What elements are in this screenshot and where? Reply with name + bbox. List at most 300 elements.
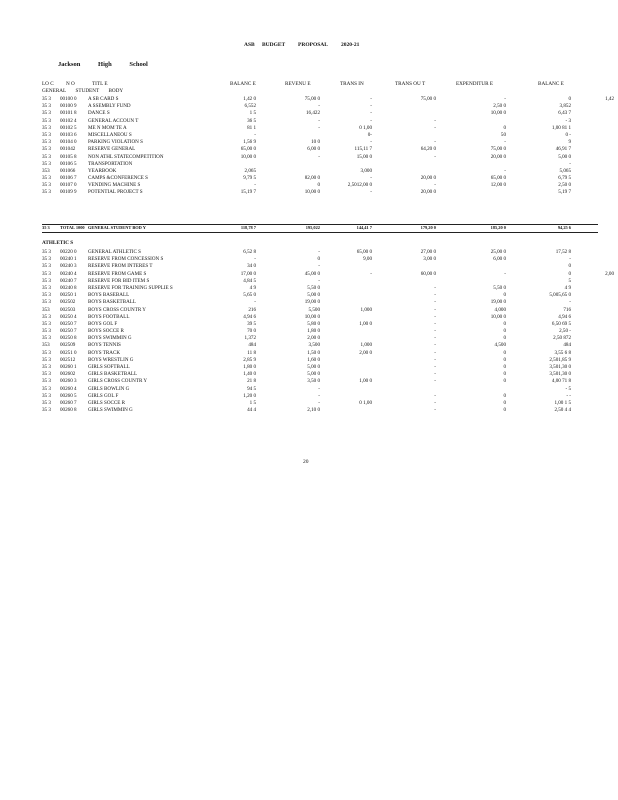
cell-loc: 353: [42, 306, 50, 313]
cell-revenue: 10,00 0: [304, 313, 320, 320]
cell-balance: 17,00 0: [240, 270, 256, 277]
cell-trans-in: 2,00 0: [359, 349, 372, 356]
col-end-balance: BALANC E: [538, 81, 564, 87]
cell-loc: 35 3: [42, 103, 51, 110]
table-row: [0, 292, 618, 299]
cell-expenditure: 0: [503, 320, 506, 327]
cell-revenue: 2,00 0: [307, 335, 320, 342]
cell-loc: 35 3: [42, 182, 51, 189]
cell-expenditure: 0: [503, 364, 506, 370]
cell-expenditure: 6,00 0: [493, 256, 506, 263]
cell-trans-in: 115,11 7: [354, 146, 372, 153]
cell-title: BOYS TRACK: [88, 349, 121, 356]
cell-number: 00100 0: [60, 96, 77, 102]
cell-number: 00102 4: [60, 117, 77, 124]
cell-revenue: 2,10 0: [307, 407, 320, 414]
cell-number: 00102 5: [60, 124, 77, 131]
cell-title: BOYS SOCCE R: [88, 328, 124, 335]
table-row: [0, 357, 618, 364]
table-row: [0, 321, 618, 328]
section-word: BODY: [108, 88, 124, 94]
cell-revenue: 1,80 0: [307, 328, 320, 335]
cell-title: GIRLS GOL F: [88, 392, 119, 399]
cell-end-balance: 2,50 872: [553, 335, 571, 342]
cell-trans-out: -: [434, 371, 436, 378]
cell-end-balance: 2,50 4 4: [554, 407, 571, 414]
cell-number: 00105 8: [60, 153, 77, 160]
page-number: 20: [303, 459, 309, 465]
cell-expenditure: -: [504, 96, 506, 102]
cell-end-balance: 4,94 6: [558, 313, 571, 320]
cell-balance: 2,065: [244, 167, 256, 174]
cell-number: 00106 5: [60, 160, 77, 167]
cell-balance: 10,00 0: [240, 153, 256, 160]
cell-trans-out: -: [434, 117, 436, 124]
cell-revenue: -: [318, 103, 320, 110]
cell-number: 00240 4: [60, 270, 77, 277]
cell-expenditure: 50: [500, 131, 506, 138]
cell-end-balance: 1,00 81 1: [551, 124, 571, 131]
cell-revenue: 5,00 0: [307, 292, 320, 299]
cell-trans-out: -: [434, 342, 436, 349]
school-name: [58, 61, 164, 68]
cell-end-balance: 2,50 0: [558, 182, 571, 189]
cell-loc: 35 3: [42, 110, 51, 117]
section-word: STUDENT: [75, 88, 100, 94]
cell-end-balance: - 5: [565, 385, 571, 392]
cell-trans-in: 1,000: [360, 342, 372, 349]
col-title: TITL E: [92, 81, 108, 87]
cell-number: 00260 7: [60, 399, 77, 406]
cell-end-balance: -: [569, 299, 571, 306]
cell-trans-out: -: [434, 182, 436, 189]
report-title: [0, 42, 618, 52]
cell-balance: 94 5: [247, 385, 256, 392]
cell-number: 00260 8: [60, 407, 77, 414]
cell-title: BOYS WRESTLIN G: [88, 356, 134, 363]
cell-balance: 39 5: [247, 320, 256, 327]
cell-revenue: 10 0: [311, 139, 320, 146]
cell-loc: 35 3: [42, 299, 51, 306]
cell-number: 00250 7: [60, 328, 77, 335]
cell-expenditure: 2,50 0: [493, 103, 506, 110]
cell-balance: 6,52 8: [243, 249, 256, 255]
cell-trans-out: -: [434, 124, 436, 131]
cell-loc: 35 3: [42, 371, 51, 378]
cell-title: RESERVE FOR TRAINING SUPPLIE S: [88, 284, 173, 291]
cell-expenditure: 10,00 0: [490, 313, 506, 320]
cell-title: BOYS CROSS COUNTR Y: [88, 306, 146, 313]
cell-end-balance: 46,91 7: [555, 146, 571, 153]
section-word: GENERAL: [42, 88, 67, 94]
cell-trans-out: 27,00 0: [420, 249, 436, 255]
cell-end-balance: 484: [563, 342, 571, 349]
cell-end-balance: - -: [566, 392, 571, 399]
cell-trans-in: 1,000: [360, 306, 372, 313]
cell-trans-out: 20,00 0: [420, 189, 436, 196]
cell-loc: 35 3: [42, 356, 51, 363]
cell-loc: 35 3: [42, 349, 51, 356]
cell-trans-in: 0-: [367, 131, 372, 138]
cell-loc: 35 3: [42, 256, 51, 263]
cell-loc: 353: [42, 342, 50, 349]
cell-revenue: -: [318, 124, 320, 131]
cell-trans-out: -: [434, 349, 436, 356]
cell-revenue: -: [318, 249, 320, 255]
cell-trans-in: 1,00 0: [359, 378, 372, 385]
cell-revenue: 5,80 0: [307, 320, 320, 327]
table-row: [0, 189, 618, 196]
table-row: [0, 393, 618, 400]
cell-end-balance: - 3: [565, 117, 571, 124]
cell-end-balance: 6,79 5: [558, 175, 571, 182]
cell-trans-in: 0 1,00: [359, 124, 372, 131]
school-word: Jackson: [58, 61, 81, 68]
cell-number: 00100 9: [60, 103, 77, 110]
title-word: PROPOSAL: [298, 42, 328, 48]
cell-number: 00250 7: [60, 320, 77, 327]
cell-expenditure: -: [504, 167, 506, 174]
col-loc: LO C: [42, 81, 54, 87]
cell-trans-out: -: [434, 306, 436, 313]
cell-revenue: -: [318, 392, 320, 399]
cell-balance: 34 0: [247, 263, 256, 270]
cell-revenue: 195,022: [305, 225, 320, 230]
cell-number: 001066: [60, 167, 76, 174]
cell-trans-in: -: [370, 189, 372, 196]
cell-number: 00101 8: [60, 110, 77, 117]
cell-balance: 4,94 6: [243, 313, 256, 320]
table-row: [0, 182, 618, 189]
cell-loc: 35 3: [42, 146, 51, 153]
cell-end-balance: 2,501,85 9: [549, 356, 571, 363]
cell-loc: 35 3: [42, 335, 51, 342]
cell-title: GENERAL STUDENT BOD Y: [88, 225, 146, 230]
cell-revenue: 3,500: [308, 342, 320, 349]
cell-revenue: -: [318, 399, 320, 406]
cell-expenditure: 4,000: [494, 306, 506, 313]
cell-balance: 1,80 0: [243, 364, 256, 370]
cell-balance: 484: [248, 342, 256, 349]
title-word: 2020-21: [341, 42, 360, 48]
cell-end-balance: 1,00 1 5: [554, 399, 571, 406]
cell-end-balance: 5: [568, 277, 571, 284]
cell-end-balance: 9: [568, 139, 571, 146]
cell-end-balance: 0: [568, 96, 571, 102]
table-row: [0, 328, 618, 335]
cell-end-balance: 3,55 6 8: [554, 349, 571, 356]
table-row: [0, 249, 618, 256]
cell-expenditure: 5,50 0: [493, 284, 506, 291]
cell-revenue: -: [318, 385, 320, 392]
cell-balance: 44 4: [247, 407, 256, 414]
cell-number: 00260 1: [60, 364, 77, 370]
cell-loc: 35 3: [42, 131, 51, 138]
table-row: [0, 125, 618, 132]
cell-expenditure: 0: [503, 378, 506, 385]
cell-expenditure: 0: [503, 292, 506, 299]
cell-balance: 118,78 7: [240, 225, 256, 230]
table-row: [0, 350, 618, 357]
cell-loc: 35 3: [42, 263, 51, 270]
cell-title: RESERVE GENERAL: [88, 146, 136, 153]
cell-loc: 35 3: [42, 139, 51, 146]
cell-expenditure: 0: [503, 392, 506, 399]
cell-title: GENERAL ATHLETIC S: [88, 249, 142, 255]
cell-title: YEARBOOK: [88, 167, 117, 174]
cell-title: RESERVE FROM CONCESSION S: [88, 256, 164, 263]
cell-revenue: 5,00 0: [307, 371, 320, 378]
cell-balance: 1,56 9: [243, 139, 256, 146]
cell-revenue: 45,00 0: [304, 270, 320, 277]
cell-trans-in: 65,00 0: [356, 249, 372, 255]
cell-end-balance: 4,00 71 8: [551, 378, 571, 385]
cell-trans-in: -: [370, 139, 372, 146]
cell-title: GIRLS SOCCE R: [88, 399, 126, 406]
cell-expenditure: 0: [503, 356, 506, 363]
cell-balance: 1 5: [249, 399, 256, 406]
table-row: [0, 146, 618, 153]
section-header-general: [42, 88, 131, 94]
cell-end-balance: 5,065: [559, 167, 571, 174]
cell-trans-in: -: [370, 103, 372, 110]
table-row: [0, 256, 618, 263]
cell-balance: 4 9: [249, 284, 256, 291]
cell-balance: 11 8: [247, 349, 256, 356]
cell-title: ME N MOM TE A: [88, 124, 127, 131]
cell-loc: 35 3: [42, 175, 51, 182]
general-total-row: [0, 224, 618, 231]
cell-title: BOYS SWIMMIN G: [88, 335, 132, 342]
cell-trans-out: 60,00 0: [420, 270, 436, 277]
cell-trans-out: -: [434, 407, 436, 414]
cell-trans-in: 1,00 0: [359, 320, 372, 327]
table-row: [0, 175, 618, 182]
cell-trans-out: 20,00 0: [420, 175, 436, 182]
total-row: [0, 224, 618, 231]
table-row: [0, 263, 618, 270]
school-word: High: [98, 61, 112, 68]
cell-number: 00250 1: [60, 292, 77, 299]
cell-number: 00240 3: [60, 263, 77, 270]
cell-number: 002512: [60, 356, 76, 363]
cell-trans-out: -: [434, 299, 436, 306]
cell-trans-out: -: [434, 139, 436, 146]
title-word: ASB: [244, 42, 255, 48]
cell-balance: 21 8: [247, 378, 256, 385]
cell-title: VENDING MACHINE S: [88, 182, 141, 189]
cell-revenue: 0: [317, 256, 320, 263]
cell-revenue: 5,500: [308, 306, 320, 313]
cell-number: 00220 0: [60, 249, 77, 255]
cell-end-balance: 2,50 -: [559, 328, 571, 335]
cell-number: 00106 7: [60, 175, 77, 182]
cell-balance: -: [254, 182, 256, 189]
cell-trans-in: -: [370, 270, 372, 277]
cell-extra: 1,42: [605, 96, 614, 102]
table-row: [0, 161, 618, 168]
cell-expenditure: 0: [503, 124, 506, 131]
cell-trans-out: 179,20 0: [420, 225, 436, 230]
school-word: School: [129, 61, 148, 68]
cell-title: A SB CARD S: [88, 96, 119, 102]
section-header-athletics: ATHLETIC S: [42, 240, 74, 246]
title-word: BUDGET: [262, 42, 286, 48]
cell-revenue: 16,422: [305, 110, 320, 117]
cell-loc: 35 3: [42, 124, 51, 131]
cell-expenditure: 0: [503, 399, 506, 406]
table-row: [0, 307, 618, 314]
cell-revenue: 10,00 0: [304, 189, 320, 196]
cell-loc: 35 3: [42, 385, 51, 392]
cell-title: A SSEMBLY FUND: [88, 103, 131, 110]
cell-end-balance: 94,25 6: [557, 225, 571, 230]
cell-expenditure: 0: [503, 371, 506, 378]
cell-end-balance: 5,005,65 0: [549, 292, 571, 299]
table-row: [0, 278, 618, 285]
cell-end-balance: 3,501,30 0: [549, 371, 571, 378]
cell-title: BOYS FOOTBALL: [88, 313, 130, 320]
cell-end-balance: 0: [568, 270, 571, 277]
cell-number: 00260 5: [60, 392, 77, 399]
cell-trans-out: 64,20 0: [420, 146, 436, 153]
cell-loc: 35 3: [42, 189, 51, 196]
cell-trans-out: -: [434, 392, 436, 399]
cell-trans-out: 3,00 0: [423, 256, 436, 263]
cell-end-balance: 3,852: [559, 103, 571, 110]
cell-trans-out: -: [434, 153, 436, 160]
cell-revenue: 1,60 0: [307, 356, 320, 363]
cell-expenditure: 75,00 0: [490, 146, 506, 153]
cell-balance: 1,40 0: [243, 371, 256, 378]
cell-end-balance: 17,52 8: [555, 249, 571, 255]
cell-loc: 35 3: [42, 249, 51, 255]
cell-trans-out: -: [434, 364, 436, 370]
cell-balance: -: [254, 131, 256, 138]
cell-title: POTENTIAL PROJECT S: [88, 189, 143, 196]
cell-end-balance: 5,19 7: [558, 189, 571, 196]
table-row: [0, 154, 618, 161]
cell-number: TOTAL 1000: [60, 225, 85, 230]
table-row: [0, 139, 618, 146]
cell-trans-in: -: [370, 175, 372, 182]
cell-loc: 353: [42, 167, 50, 174]
cell-balance: 216: [248, 306, 256, 313]
col-trans-in: TRANS IN: [340, 81, 364, 87]
cell-revenue: 0: [317, 182, 320, 189]
cell-trans-in: 0 1,00: [359, 399, 372, 406]
cell-loc: 35 3: [42, 313, 51, 320]
cell-trans-in: 15,00 0: [356, 153, 372, 160]
cell-number: 00107 0: [60, 182, 77, 189]
table-row: [0, 118, 618, 125]
table-row: [0, 407, 618, 414]
cell-end-balance: 6,43 7: [558, 110, 571, 117]
cell-balance: 65,00 0: [240, 146, 256, 153]
cell-revenue: 3,50 0: [307, 378, 320, 385]
cell-trans-out: -: [434, 328, 436, 335]
cell-trans-out: -: [434, 356, 436, 363]
cell-expenditure: 20,00 0: [490, 153, 506, 160]
table-row: [0, 285, 618, 292]
cell-number: 00103 6: [60, 131, 77, 138]
cell-trans-out: -: [434, 320, 436, 327]
cell-number: 002509: [60, 342, 76, 349]
cell-revenue: 75,00 0: [304, 96, 320, 102]
cell-title: GIRLS SWIMMIN G: [88, 407, 133, 414]
cell-title: RESERVE FOR BID ITEM S: [88, 277, 150, 284]
cell-expenditure: 4,500: [494, 342, 506, 349]
cell-loc: 35 3: [42, 225, 50, 230]
cell-revenue: -: [318, 117, 320, 124]
cell-revenue: 82,00 0: [304, 175, 320, 182]
cell-number: 00109 9: [60, 189, 77, 196]
cell-balance: 6,552: [244, 103, 256, 110]
cell-loc: 35 3: [42, 277, 51, 284]
cell-trans-in: 3,000: [360, 167, 372, 174]
cell-trans-in: 144,41 7: [356, 225, 372, 230]
cell-loc: 35 3: [42, 378, 51, 385]
cell-end-balance: -: [569, 160, 571, 167]
cell-loc: 35 3: [42, 160, 51, 167]
cell-loc: 35 3: [42, 364, 51, 370]
cell-number: 00240 8: [60, 284, 77, 291]
cell-expenditure: 65,00 0: [490, 175, 506, 182]
cell-revenue: -: [318, 277, 320, 284]
cell-title: BOYS BASEBALL: [88, 292, 130, 299]
cell-number: 00250 8: [60, 335, 77, 342]
col-no: N O: [66, 81, 75, 87]
cell-loc: 35 3: [42, 320, 51, 327]
cell-loc: 35 3: [42, 399, 51, 406]
cell-expenditure: 0: [503, 328, 506, 335]
cell-number: 002602: [60, 371, 76, 378]
cell-balance: -: [254, 256, 256, 263]
cell-number: 00240 1: [60, 256, 77, 263]
cell-extra: 2,00: [605, 270, 614, 277]
cell-trans-out: -: [434, 399, 436, 406]
table-row: [0, 132, 618, 139]
cell-title: MISCELLANEOU S: [88, 131, 132, 138]
cell-trans-in: -: [370, 96, 372, 102]
cell-loc: 35 3: [42, 117, 51, 124]
cell-number: 00260 4: [60, 385, 77, 392]
cell-end-balance: -: [569, 256, 571, 263]
cell-number: 00240 7: [60, 277, 77, 284]
cell-trans-out: -: [434, 284, 436, 291]
cell-end-balance: 6,50 69 5: [551, 320, 571, 327]
cell-end-balance: 0 -: [565, 131, 571, 138]
table-row: [0, 371, 618, 378]
cell-title: GIRLS BASKETBALL: [88, 371, 138, 378]
cell-revenue: -: [318, 263, 320, 270]
cell-end-balance: 4 9: [564, 284, 571, 291]
cell-end-balance: 716: [563, 306, 571, 313]
cell-number: 00104 0: [60, 139, 77, 146]
cell-trans-out: -: [434, 292, 436, 299]
cell-number: 00251 0: [60, 349, 77, 356]
cell-loc: 35 3: [42, 284, 51, 291]
cell-balance: 1,372: [244, 335, 256, 342]
table-row: [0, 378, 618, 385]
table-row: [0, 168, 618, 175]
table-row: [0, 96, 618, 103]
cell-balance: 15,19 7: [240, 189, 256, 196]
col-expenditure: EXPENDITUR E: [456, 81, 494, 87]
col-trans-out: TRANS OU T: [395, 81, 426, 87]
cell-balance: 5,65 0: [243, 292, 256, 299]
cell-revenue: 5,00 0: [307, 364, 320, 370]
